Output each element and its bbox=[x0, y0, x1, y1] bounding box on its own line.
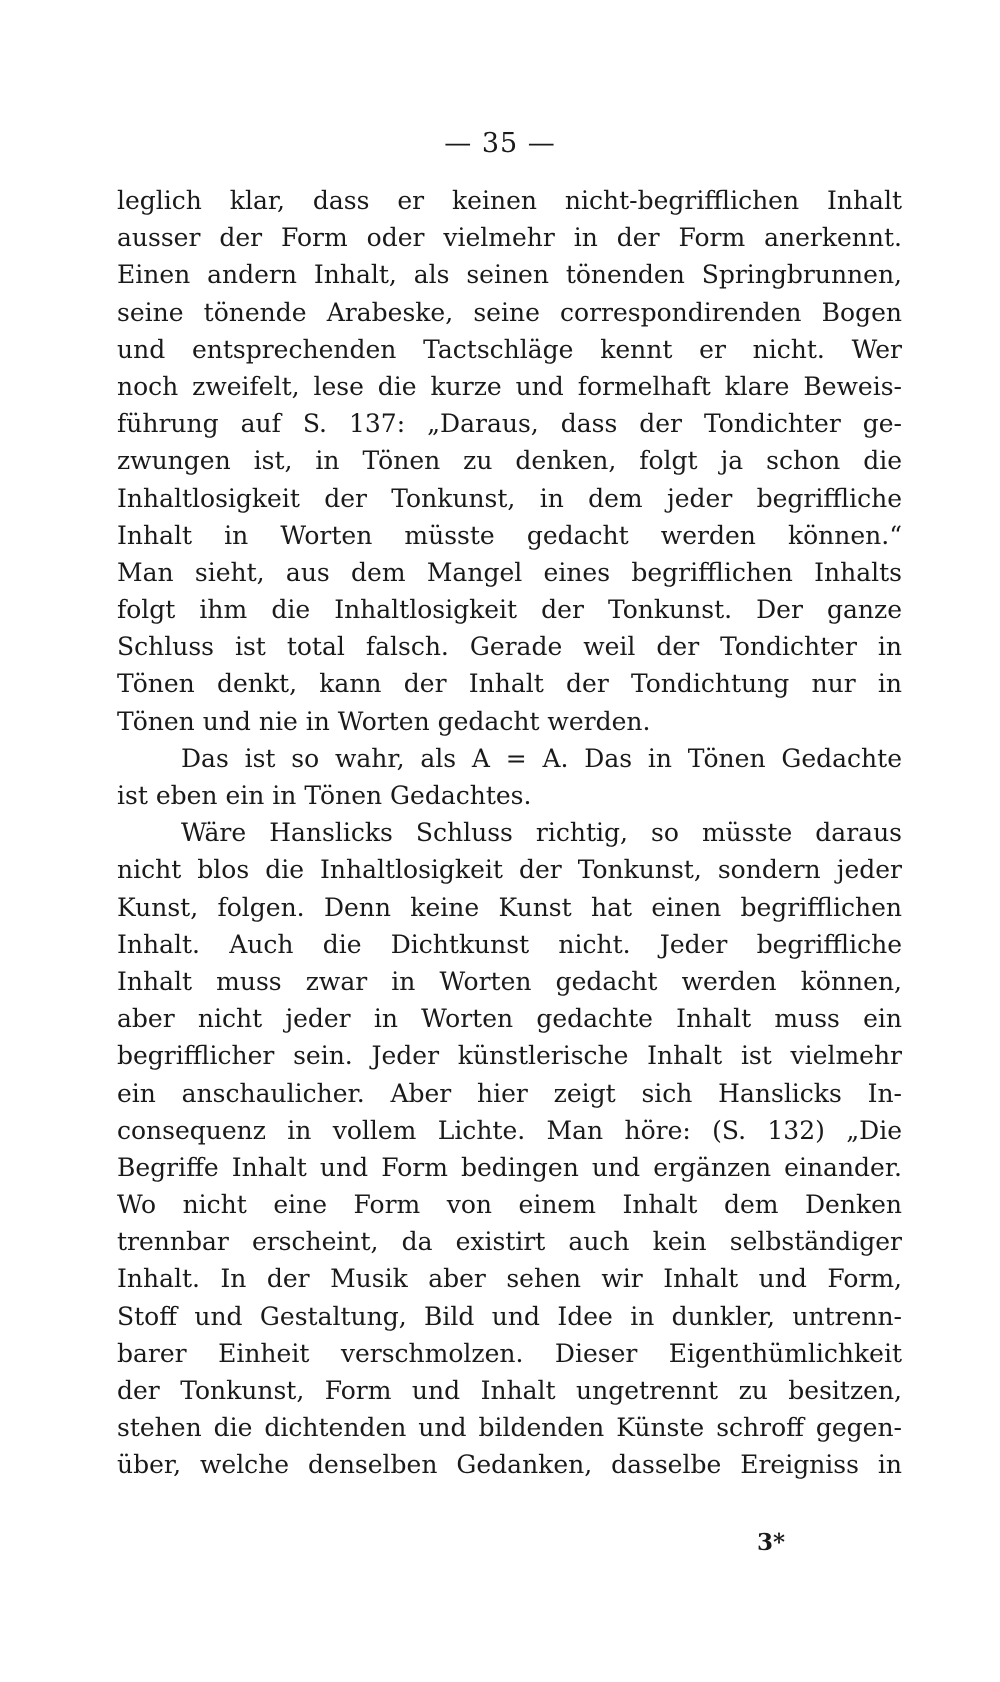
text-line: führung auf S. 137: „Daraus, dass der Tondichter ge- bbox=[117, 409, 902, 439]
text-line: folgt ihm die Inhaltlosigkeit der Tonkunst. Der ganze bbox=[117, 595, 902, 625]
text-line: Man sieht, aus dem Mangel eines begrifflichen Inhalts bbox=[117, 557, 902, 587]
text-line: ist eben ein in Tönen Gedachtes. bbox=[117, 781, 532, 810]
text-line: Tönen und nie in Worten gedacht werden. bbox=[117, 706, 651, 736]
text-line: begrifflicher sein. Jeder künstlerische Inhalt ist vielmehr bbox=[117, 1041, 902, 1071]
text-line: Begriffe Inhalt und Form bedingen und ergänzen einander. bbox=[117, 1152, 902, 1182]
text-line: Stoff und Gestaltung, Bild und Idee in dunkler, untrenn- bbox=[117, 1301, 902, 1331]
text-line: Wo nicht eine Form von einem Inhalt dem Denken bbox=[117, 1190, 902, 1220]
text-line: Inhalt muss zwar in Worten gedacht werden können, bbox=[117, 966, 902, 996]
text-line: der Tonkunst, Form und Inhalt ungetrennt zu besitzen, bbox=[117, 1376, 902, 1405]
text-line: ein anschaulicher. Aber hier zeigt sich Hanslicks In- bbox=[117, 1078, 902, 1108]
text-line: Einen andern Inhalt, als seinen tönenden Springbrunnen, bbox=[117, 260, 902, 290]
text-line: ausser der Form oder vielmehr in der Form anerkennt. bbox=[117, 223, 902, 253]
text-line: über, welche denselben Gedanken, dasselbe Ereigniss in bbox=[117, 1450, 902, 1480]
text-line: leglich klar, dass er keinen nicht-begrifflichen Inhalt bbox=[117, 186, 902, 215]
text-line: Inhalt in Worten müsste gedacht werden können.“ bbox=[117, 520, 902, 550]
body-text bbox=[117, 182, 902, 1484]
text-line: consequenz in vollem Lichte. Man höre: (S. 132) „Die bbox=[117, 1115, 902, 1145]
text-line: Schluss ist total falsch. Gerade weil der Tondichter in bbox=[117, 632, 902, 662]
page-number: — 35 — bbox=[444, 128, 556, 159]
text-line: barer Einheit verschmolzen. Dieser Eigenthümlichkeit bbox=[117, 1338, 902, 1368]
text-line: Tönen denkt, kann der Inhalt der Tondichtung nur in bbox=[117, 669, 902, 699]
text-line: Inhalt. Auch die Dichtkunst nicht. Jeder begriffliche bbox=[117, 929, 902, 959]
text-line: zwungen ist, in Tönen zu denken, folgt ja schon die bbox=[117, 446, 902, 476]
text-line: nicht blos die Inhaltlosigkeit der Tonkunst, sondern jeder bbox=[117, 855, 902, 885]
text-line: noch zweifelt, lese die kurze und formelhaft klare Beweis- bbox=[117, 371, 902, 401]
text-line: stehen die dichtenden und bildenden Künste schroff gegen- bbox=[117, 1413, 902, 1443]
text-line: aber nicht jeder in Worten gedachte Inhalt muss ein bbox=[117, 1004, 902, 1034]
text-line: und entsprechenden Tactschläge kennt er nicht. Wer bbox=[117, 334, 902, 364]
text-line: trennbar erscheint, da existirt auch kein selbständiger bbox=[117, 1227, 902, 1257]
text-line: Kunst, folgen. Denn keine Kunst hat einen begrifflichen bbox=[117, 892, 902, 922]
text-line: Inhaltlosigkeit der Tonkunst, in dem jeder begriffliche bbox=[117, 483, 902, 513]
text-line: seine tönende Arabeske, seine correspondirenden Bogen bbox=[117, 297, 902, 327]
text-line: Inhalt. In der Musik aber sehen wir Inhalt und Form, bbox=[117, 1264, 902, 1294]
signature-mark: 3* bbox=[757, 1529, 786, 1556]
text-line: Wäre Hanslicks Schluss richtig, so müsste daraus bbox=[181, 818, 902, 848]
text-line: Das ist so wahr, als A = A. Das in Tönen Gedachte bbox=[181, 743, 902, 773]
